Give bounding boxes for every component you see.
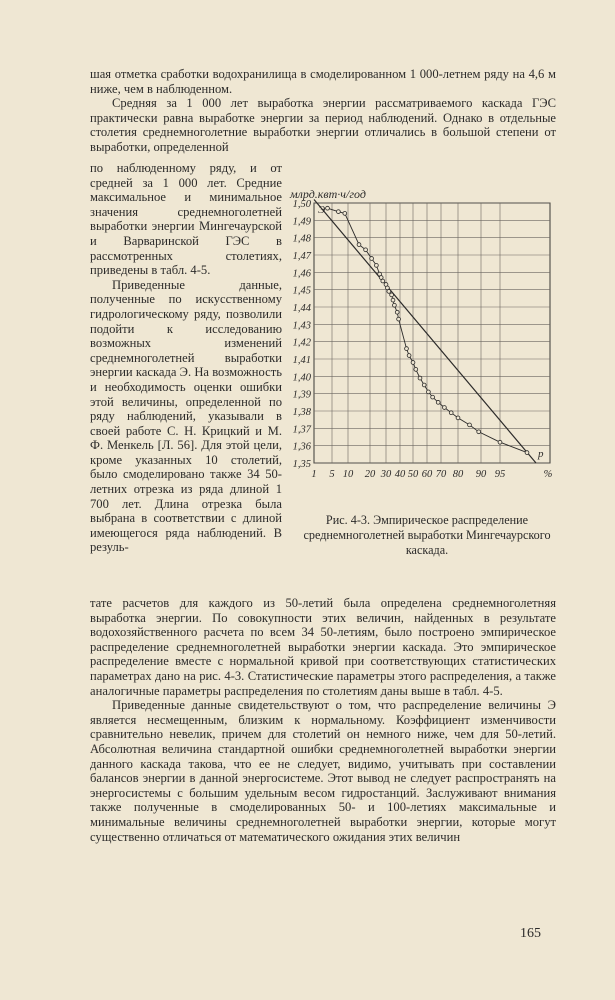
y-tick-label: 1,37	[292, 424, 311, 436]
y-tick-label: 1,42	[292, 337, 311, 349]
data-point	[414, 368, 418, 372]
data-point	[427, 390, 431, 394]
data-point	[411, 361, 415, 365]
figure-caption: Рис. 4-3. Эмпирическое распределение среднемноголетней выработки Мингечаурского каскада.	[303, 513, 551, 557]
y-tick-label: 1,44	[292, 303, 311, 314]
data-point	[468, 423, 472, 427]
data-point	[370, 257, 374, 261]
data-point	[387, 290, 391, 294]
normal-curve-label: р	[538, 448, 544, 460]
y-tick-label: 1,47	[292, 251, 311, 262]
paragraph-continued: шая отметка сработки водохранилища в смоделированном 1 000-летнем ряду на 4,6 м ниже, чем в наблюденном.	[90, 67, 556, 96]
text-block-bottom	[90, 596, 556, 844]
data-point	[405, 347, 409, 351]
x-tick-label: 70	[435, 469, 447, 480]
normal-curve-line	[314, 200, 536, 463]
data-point	[375, 264, 379, 268]
data-point	[357, 243, 361, 247]
data-point	[456, 416, 460, 420]
y-tick-label: 1,46	[292, 268, 311, 280]
paragraph-average-output: Средняя за 1 000 лет выработка энергии рассматриваемого каскада ГЭС практически равна выработке энергии за период наблюдений. Однако в отдельные столетия среднемноголетние выработки энергии отличались в большой степени от выработки, определенной	[90, 96, 556, 154]
x-tick-label: 90	[475, 469, 487, 480]
data-point	[381, 279, 385, 283]
y-tick-label: 1,35	[292, 459, 311, 470]
x-tick-label: %	[543, 469, 553, 480]
page-number: 165	[520, 926, 541, 941]
data-point	[525, 451, 529, 455]
data-point	[390, 293, 394, 297]
paragraph-results: тате расчетов для каждого из 50-летий была определена среднемноголетняя выработка энергии. По совокупности этих величин, найденных в результате водохозяйственного расчета по всем 34 50-летиям, было построено эмпирическое распределение среднемноголетней выработки энергии каскада. Это эмпирическое распределение вместе с нормальной кривой при соответствующих статистических параметрах дано на рис. 4-3. Статистические параметры этого распределения, а также аналогичные параметры распределения по столетиям даны выше в табл. 4-5.	[90, 596, 556, 698]
x-tick-label: 1	[311, 469, 317, 480]
y-tick-label: 1,43	[292, 320, 311, 332]
data-point	[343, 212, 347, 216]
paragraph-left-b: Приведенные данные, полученные по искусственному гидрологическому ряду, позволили подойти к исследованию возможных изменений среднемноголетней выработки энергии каскада Э. На возможность и необходимость оценки ошибки этой величины, определенной по ряду наблюдений, указывали в своей работе С. Н. Крицкий и М. Ф. Менкель [Л. 56]. Для этой цели, кроме указанных 10 столетий, было смоделировано также 34 50-летних отрезка из ряда длиной 1 700 лет. Длина отрезка была выбрана в соответствии с длиной имеющегося ряда наблюдений. В резуль-	[90, 277, 282, 555]
y-tick-label: 1,49	[292, 216, 311, 228]
data-point	[443, 406, 447, 410]
data-point	[364, 248, 368, 252]
x-tick-label: 80	[452, 469, 464, 480]
x-tick-label: 5	[329, 469, 335, 480]
data-point	[326, 206, 330, 210]
data-point	[498, 440, 502, 444]
y-tick-labels	[293, 199, 312, 470]
data-point	[391, 298, 395, 302]
data-point	[395, 310, 399, 314]
y-axis-label: млрд.квт·ч/год	[290, 187, 366, 201]
y-tick-label: 1,36	[292, 441, 311, 453]
data-point	[337, 210, 341, 214]
x-tick-label: 95	[494, 469, 506, 480]
data-point	[431, 395, 435, 399]
x-tick-label: 10	[342, 469, 354, 480]
text-block-top	[90, 67, 556, 155]
data-point	[418, 376, 422, 380]
text-block-left-column	[90, 161, 282, 555]
y-tick-label: 1,38	[292, 407, 311, 418]
data-point	[449, 411, 453, 415]
paragraph-left-a: по наблюденному ряду, и от средней за 1 000 лет. Средние максимальное и минимальное значения среднемноголетней выработки энергии Мингечаурской и Варваринской ГЭС в рассмотренных столетиях, приведены в табл. 4-5.	[90, 161, 282, 278]
data-point	[422, 383, 426, 387]
x-tick-label: 20	[364, 469, 376, 480]
y-tick-label: 1,48	[292, 233, 311, 245]
x-tick-label: 40	[394, 469, 406, 480]
y-tick-label: 1,40	[292, 372, 311, 384]
figure-4-3-chart	[288, 187, 558, 497]
paragraph-conclusion: Приведенные данные свидетельствуют о том, что распределение величины Э является несмещенным, близким к нормальному. Коэффициент изменчивости сравнительно невелик, причем для столетий он немного ниже, чем для 50-летий. Абсолютная величина стандартной ошибки среднемноголетней выработки энергии данного каскада такова, что ее не следует, видимо, учитывать при составлении балансов энергии в данной энергосистеме. Этот вывод не следует распространять на энергосистемы с большим удельным весом гидростанций. Заслуживают внимания также полученные в смоделированных 50- и 100-летиях максимальные и минимальные величины среднемноголетней выработки энергии, которые могут существенно отличаться от математического ожидания этих величин	[90, 698, 556, 844]
y-tick-label: 1,50	[292, 199, 311, 210]
y-tick-label: 1,41	[292, 355, 311, 366]
data-point	[407, 354, 411, 358]
x-tick-labels	[311, 469, 552, 480]
empirical-curve-label: Э	[318, 204, 326, 216]
data-point	[397, 317, 401, 321]
x-tick-label: 60	[421, 469, 433, 480]
chart-lines	[314, 200, 544, 463]
x-tick-label: 50	[407, 469, 419, 480]
y-tick-label: 1,45	[292, 285, 311, 297]
data-point	[477, 430, 481, 434]
y-tick-label: 1,39	[292, 389, 311, 401]
data-point	[393, 303, 397, 307]
data-point	[436, 400, 440, 404]
x-tick-label: 30	[380, 469, 392, 480]
